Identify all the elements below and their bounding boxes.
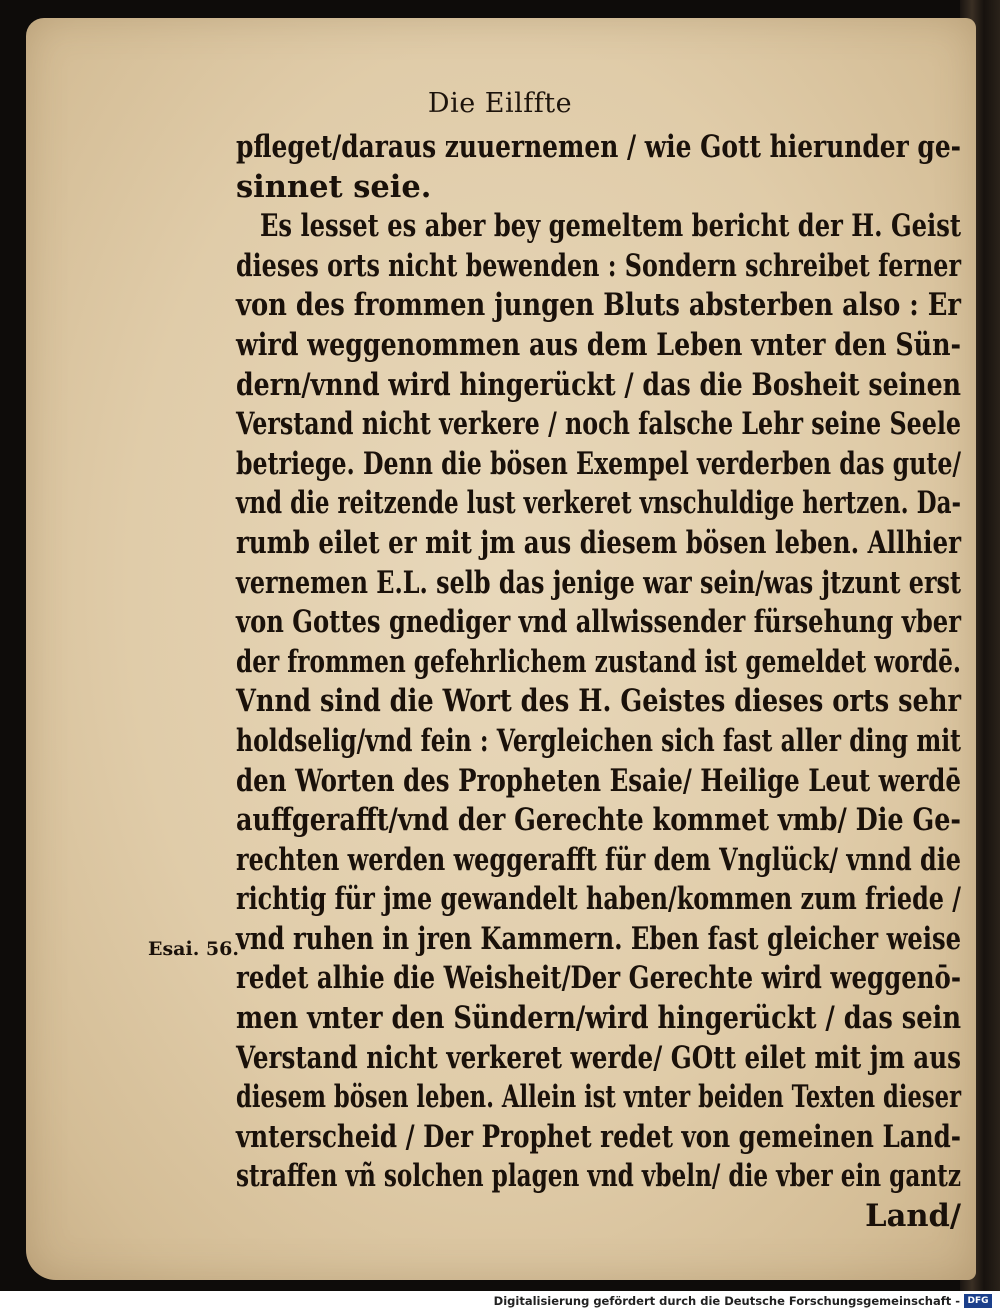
text-line: dieses orts nicht bewenden : Sondern schreibet ferner — [236, 247, 961, 284]
text-line: betriege. Denn die bösen Exempel verderben das gute/ — [236, 445, 961, 482]
text-line: rechten werden weggerafft für dem Vnglück/ vnnd die — [236, 841, 961, 878]
text-line: richtig für jme gewandelt haben/kommen zum friede / — [236, 881, 961, 918]
text-line: Verstand nicht verkeret werde/ GOtt eilet mit jm aus — [236, 1039, 961, 1076]
body-text — [236, 128, 961, 1237]
text-line: Es lesset es aber bey gemeltem bericht der H. Geist — [260, 208, 961, 245]
text-line: vnd die reitzende lust verkeret vnschuldige hertzen. Da- — [236, 485, 961, 522]
text-line: Vnnd sind die Wort des H. Geistes dieses orts sehr — [236, 683, 961, 720]
text-line: der frommen gefehrlichem zustand ist gemeldet wordē. — [236, 643, 961, 680]
text-line: sinnet seie. — [236, 168, 432, 205]
footer-credit: Digitalisierung gefördert durch die Deutsche Forschungsgemeinschaft - — [493, 1294, 960, 1308]
text-line: holdselig/vnd fein : Vergleichen sich fast aller ding mit — [236, 722, 961, 759]
text-line: Verstand nicht verkere / noch falsche Lehr seine Seele — [236, 406, 961, 443]
text-line: vnterscheid / Der Prophet redet von gemeinen Land- — [236, 1118, 961, 1155]
dfg-logo: DFG — [964, 1294, 992, 1308]
text-line: vernemen E.L. selb das jenige war sein/was jtzunt erst — [236, 564, 961, 601]
footer-bar — [0, 1291, 1000, 1313]
text-line: vnd ruhen in jren Kammern. Eben fast gleicher weise — [236, 920, 961, 957]
text-line: auffgerafft/vnd der Gerechte kommet vmb/ Die Ge- — [236, 802, 961, 839]
page-header: Die Eilffte — [427, 88, 573, 119]
margin-note: Esai. 56. — [148, 938, 239, 960]
catchword-line: Land/ — [865, 1198, 961, 1235]
text-line: straffen vñ solchen plagen vnd vbeln/ die vber ein gantz — [236, 1158, 961, 1195]
text-line: den Worten des Propheten Esaie/ Heilige Leut werdē — [236, 762, 961, 799]
text-line: von Gottes gnediger vnd allwissender fürsehung vber — [236, 604, 961, 641]
text-line: dern/vnnd wird hingerückt / das die Bosheit seinen — [236, 366, 961, 403]
text-line: pfleget/daraus zuuernemen / wie Gott hierunder ge- — [236, 129, 961, 165]
text-line: diesem bösen leben. Allein ist vnter beiden Texten dieser — [236, 1079, 961, 1116]
text-line: men vnter den Sündern/wird hingerückt / das sein — [236, 1000, 961, 1037]
text-line: redet alhie die Weisheit/Der Gerechte wird weggenō- — [236, 960, 961, 997]
text-line: wird weggenommen aus dem Leben vnter den Sün- — [236, 326, 961, 363]
text-line: von des frommen jungen Bluts absterben also : Er — [236, 287, 961, 324]
text-line: rumb eilet er mit jm aus diesem bösen leben. Allhier — [236, 524, 961, 561]
